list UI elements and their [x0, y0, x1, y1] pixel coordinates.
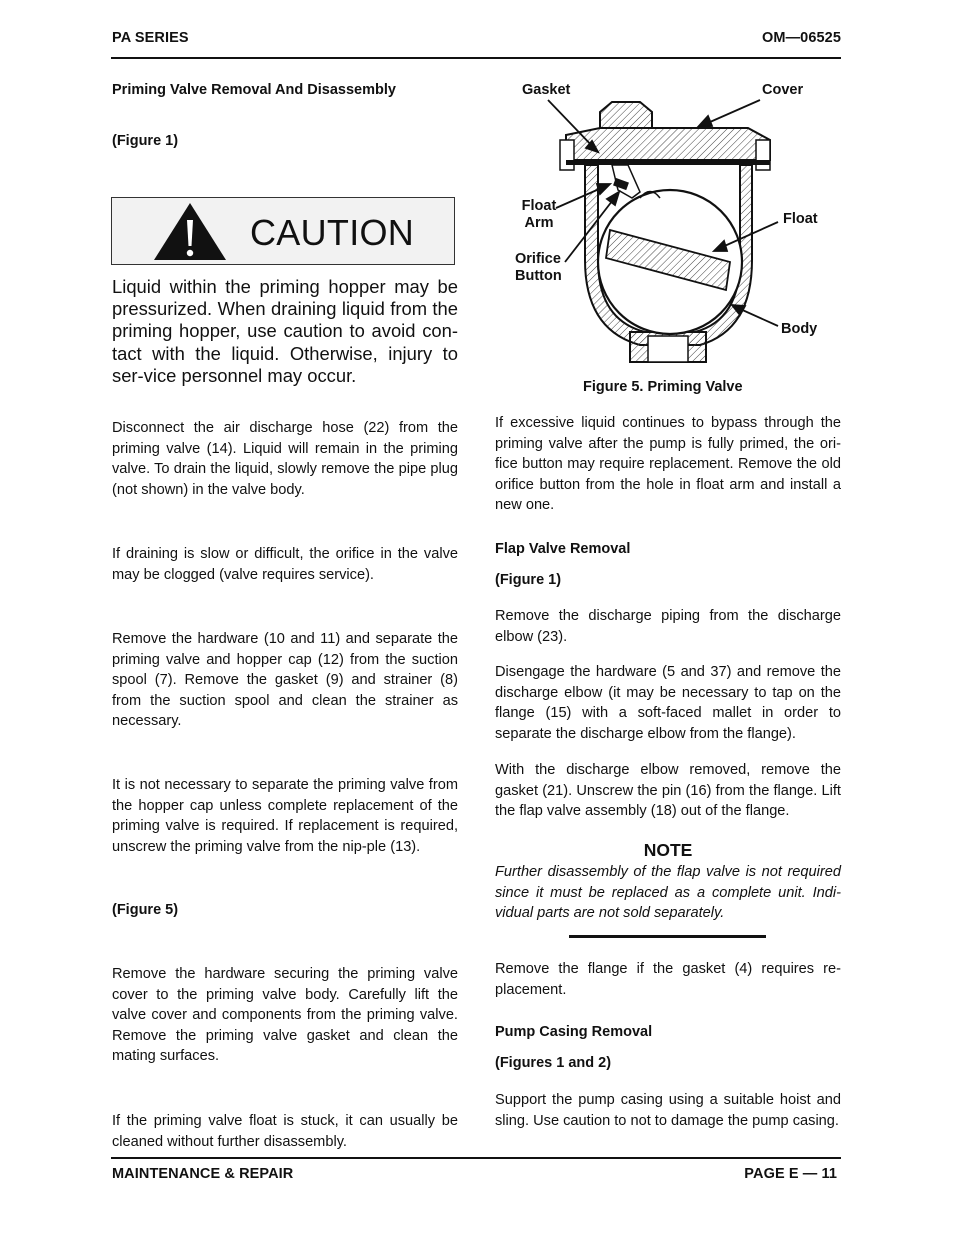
figure-reference: (Figures 1 and 2) [495, 1055, 612, 1071]
label-body: Body [781, 321, 818, 337]
warning-triangle-icon [150, 200, 230, 262]
note-title: NOTE [643, 840, 693, 860]
paragraph-float-stuck: If the priming valve float is stuck, it can usually be cleaned without further disassembly. [112, 1113, 458, 1150]
paragraph-remove-discharge-piping: Remove the discharge piping from the discharge elbow (23). [495, 608, 841, 645]
label-gasket: Gasket [522, 82, 571, 98]
note-divider [569, 935, 766, 938]
paragraph-orifice-replacement: If excessive liquid continues to bypass through the priming valve after the pump is fully primed, the ori-fice button may require replacement. Remove the old orifice button from the hole in float arm and install a new one. [495, 415, 841, 514]
section-heading-flap-valve: Flap Valve Removal [495, 541, 631, 557]
page-number: PAGE E — 11 [744, 1166, 837, 1182]
label-orifice-button: Orifice Button [515, 251, 562, 284]
paragraph-remove-cover: Remove the hardware securing the priming valve cover to the priming valve body. Carefully lift the valve cover and components from the priming valve. Remove the priming valve gasket and clean the mating surfaces. [112, 966, 458, 1065]
caution-message: Liquid within the priming hopper may be pressurized. When draining liquid from the priming hopper, use caution to avoid con-tact with the liquid. Otherwise, injury to ser-vice personnel may occur. [112, 276, 458, 386]
paragraph-disengage-hardware: Disengage the hardware (5 and 37) and remove the discharge elbow (it may be necessary to tap on the flange (15) with a soft-faced mallet in order to separate the discharge elbow from the flange). [495, 664, 841, 742]
section-heading-pump-casing: Pump Casing Removal [495, 1024, 653, 1040]
running-header-series: PA SERIES [112, 30, 189, 46]
paragraph-support-casing: Support the pump casing using a suitable hoist and sling. Use caution to not to damage the pump casing. [495, 1092, 841, 1129]
label-float: Float [783, 211, 818, 227]
paragraph-remove-hardware: Remove the hardware (10 and 11) and separate the priming valve and hopper cap (12) from the suction spool (7). Remove the gasket (9) and strainer (8) from the suction spool and clean the strainer as necessary. [112, 631, 458, 730]
section-heading-priming-valve: Priming Valve Removal And Disassembly [112, 82, 396, 98]
priming-valve-figure [495, 75, 841, 405]
running-footer-section: MAINTENANCE & REPAIR [112, 1166, 294, 1182]
paragraph-disconnect-hose: Disconnect the air discharge hose (22) from the priming valve (14). Liquid will remain in the priming valve. To drain the liquid, slowly remove the pipe plug (not shown) in the valve body. [112, 420, 458, 498]
figure-reference: (Figure 5) [112, 902, 179, 918]
label-cover: Cover [762, 82, 804, 98]
label-float-arm: Float Arm [521, 198, 557, 231]
footer-rule [111, 1157, 841, 1159]
note-text: Further disassembly of the flap valve is not required since it must be replaced as a complete unit. Indi-vidual parts are not sold separately. [495, 864, 841, 922]
paragraph-remove-flange: Remove the flange if the gasket (4) requires re-placement. [495, 961, 841, 998]
figure-caption: Figure 5. Priming Valve [583, 379, 743, 395]
figure-reference: (Figure 1) [495, 572, 562, 588]
figure-reference: (Figure 1) [112, 133, 179, 149]
paragraph-draining-slow: If draining is slow or difficult, the orifice in the valve may be clogged (valve requires service). [112, 546, 458, 583]
caution-label: CAUTION [250, 212, 415, 253]
caution-banner [111, 197, 455, 265]
paragraph-not-necessary: It is not necessary to separate the priming valve from the hopper cap unless complete replacement of the priming valve is required. If replacement is required, unscrew the priming valve from the nip-ple (13). [112, 777, 458, 855]
running-header-doc-number: OM—06525 [762, 30, 841, 46]
header-rule [111, 57, 841, 59]
paragraph-remove-gasket-pin: With the discharge elbow removed, remove the gasket (21). Unscrew the pin (16) from the flange. Lift the flap valve assembly (18) out of the flange. [495, 762, 841, 820]
